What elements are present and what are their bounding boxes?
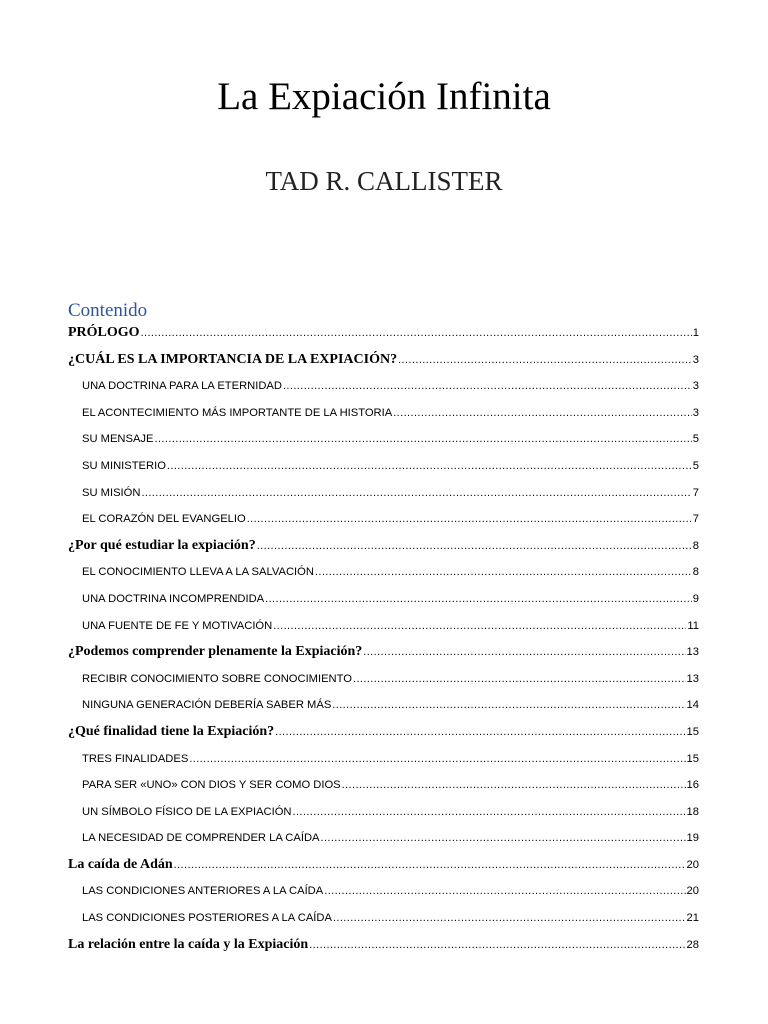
toc-entry-label[interactable]: RECIBIR CONOCIMIENTO SOBRE CONOCIMIENTO: [82, 672, 352, 685]
toc-entry[interactable]: [68, 613, 699, 640]
book-author: TAD R. CALLISTER: [265, 166, 503, 196]
book-title: La Expiación Infinita: [217, 75, 551, 118]
toc-entry-page-number[interactable]: 11: [687, 619, 699, 632]
toc-entry-label[interactable]: SU MINISTERIO: [82, 459, 166, 472]
toc-dot-leader: [167, 453, 692, 480]
toc-entry[interactable]: [68, 772, 699, 799]
toc-entry-page-number[interactable]: 3: [692, 353, 699, 366]
toc-dot-leader: [315, 559, 692, 586]
toc-entry-label[interactable]: NINGUNA GENERACIÓN DEBERÍA SABER MÁS: [82, 699, 332, 712]
toc-entry-page-number[interactable]: 8: [692, 539, 699, 552]
toc-entry-label[interactable]: ¿Qué finalidad tiene la Expiación?: [68, 723, 275, 739]
toc-entry-page-number[interactable]: 19: [686, 832, 699, 845]
toc-entry[interactable]: [68, 878, 699, 905]
toc-entry[interactable]: [68, 692, 699, 719]
toc-entry-label[interactable]: La caída de Adán: [68, 856, 173, 872]
toc-entry[interactable]: [68, 825, 699, 852]
toc-entry-label[interactable]: LAS CONDICIONES ANTERIORES A LA CAÍDA: [82, 885, 324, 898]
toc-entry[interactable]: [68, 347, 699, 374]
toc-entry-page-number[interactable]: 13: [686, 646, 699, 659]
toc-entry[interactable]: [68, 746, 699, 773]
toc-entry-page-number[interactable]: 15: [686, 725, 699, 738]
toc-entry[interactable]: [68, 905, 699, 932]
toc-entry-label[interactable]: SU MENSAJE: [82, 433, 154, 446]
toc-dot-leader: [247, 506, 692, 533]
toc-entry-page-number[interactable]: 21: [686, 912, 699, 925]
toc-dot-leader: [333, 905, 686, 932]
toc-entry-label[interactable]: EL CONOCIMIENTO LLEVA A LA SALVACIÓN: [82, 566, 314, 579]
toc-entry[interactable]: [68, 480, 699, 507]
toc-dot-leader: [320, 825, 685, 852]
toc-entry[interactable]: [68, 506, 699, 533]
toc-entry-label[interactable]: ¿Por qué estudiar la expiación?: [68, 537, 256, 553]
toc-dot-leader: [353, 666, 686, 693]
toc-dot-leader: [155, 426, 692, 453]
toc-dot-leader: [293, 799, 686, 826]
toc-entry-label[interactable]: La relación entre la caída y la Expiación: [68, 936, 309, 952]
table-of-contents: [68, 320, 699, 958]
toc-dot-leader: [189, 746, 685, 773]
toc-entry-page-number[interactable]: 7: [692, 486, 699, 499]
toc-dot-leader: [257, 533, 692, 560]
toc-entry-page-number[interactable]: 13: [686, 672, 699, 685]
toc-entry-page-number[interactable]: 16: [686, 779, 699, 792]
toc-entry-label[interactable]: EL CORAZÓN DEL EVANGELIO: [82, 513, 246, 526]
toc-dot-leader: [283, 373, 692, 400]
toc-dot-leader: [342, 772, 686, 799]
toc-entry-page-number[interactable]: 5: [692, 433, 699, 446]
toc-entry-label[interactable]: UNA FUENTE DE FE Y MOTIVACIÓN: [82, 619, 273, 632]
toc-dot-leader: [309, 932, 685, 959]
toc-entry-page-number[interactable]: 15: [686, 752, 699, 765]
toc-entry-page-number[interactable]: 1: [692, 327, 699, 339]
toc-entry[interactable]: [68, 932, 699, 959]
toc-entry-label[interactable]: UNA DOCTRINA PARA LA ETERNIDAD: [82, 380, 282, 393]
toc-dot-leader: [141, 480, 691, 507]
toc-entry-page-number[interactable]: 3: [692, 406, 699, 419]
toc-dot-leader: [265, 586, 692, 613]
toc-entry[interactable]: [68, 320, 699, 347]
toc-entry-label[interactable]: PRÓLOGO: [68, 325, 140, 340]
toc-entry-label[interactable]: SU MISIÓN: [82, 486, 141, 499]
toc-entry[interactable]: [68, 666, 699, 693]
toc-entry-page-number[interactable]: 20: [686, 885, 699, 898]
toc-dot-leader: [393, 400, 692, 427]
toc-entry-label[interactable]: EL ACONTECIMIENTO MÁS IMPORTANTE DE LA HISTORIA: [82, 406, 393, 419]
toc-entry-page-number[interactable]: 9: [692, 592, 699, 605]
toc-entry-page-number[interactable]: 28: [686, 938, 699, 951]
toc-entry[interactable]: [68, 799, 699, 826]
toc-entry[interactable]: [68, 852, 699, 879]
toc-entry-label[interactable]: UN SÍMBOLO FÍSICO DE LA EXPIACIÓN: [82, 805, 292, 818]
toc-dot-leader: [141, 320, 692, 347]
toc-dot-leader: [398, 347, 692, 374]
toc-entry-page-number[interactable]: 5: [692, 459, 699, 472]
toc-entry[interactable]: [68, 533, 699, 560]
toc-entry-page-number[interactable]: 14: [686, 699, 699, 712]
toc-entry-page-number[interactable]: 18: [686, 805, 699, 818]
toc-entry-label[interactable]: PARA SER «UNO» CON DIOS Y SER COMO DIOS: [82, 779, 341, 792]
toc-entry-label[interactable]: TRES FINALIDADES: [82, 752, 189, 765]
toc-entry-label[interactable]: ¿Podemos comprender plenamente la Expiación?: [68, 644, 363, 660]
toc-dot-leader: [324, 878, 685, 905]
toc-entry[interactable]: [68, 373, 699, 400]
toc-entry[interactable]: [68, 400, 699, 427]
toc-dot-leader: [174, 852, 686, 879]
toc-dot-leader: [332, 692, 685, 719]
toc-entry[interactable]: [68, 719, 699, 746]
toc-heading: Contenido: [68, 300, 148, 321]
toc-entry-page-number[interactable]: 20: [686, 858, 699, 871]
toc-entry[interactable]: [68, 586, 699, 613]
toc-dot-leader: [275, 719, 685, 746]
toc-entry-label[interactable]: LA NECESIDAD DE COMPRENDER LA CAÍDA: [82, 832, 320, 845]
toc-entry-label[interactable]: ¿CUÁL ES LA IMPORTANCIA DE LA EXPIACIÓN?: [68, 351, 398, 367]
toc-dot-leader: [363, 639, 685, 666]
toc-entry-page-number[interactable]: 8: [692, 566, 699, 579]
toc-entry[interactable]: [68, 639, 699, 666]
toc-entry-page-number[interactable]: 7: [692, 513, 699, 526]
toc-entry-label[interactable]: UNA DOCTRINA INCOMPRENDIDA: [82, 592, 265, 605]
toc-entry[interactable]: [68, 453, 699, 480]
toc-entry-label[interactable]: LAS CONDICIONES POSTERIORES A LA CAÍDA: [82, 912, 332, 925]
toc-entry-page-number[interactable]: 3: [692, 380, 699, 393]
toc-entry[interactable]: [68, 426, 699, 453]
toc-dot-leader: [273, 613, 686, 640]
toc-entry[interactable]: [68, 559, 699, 586]
